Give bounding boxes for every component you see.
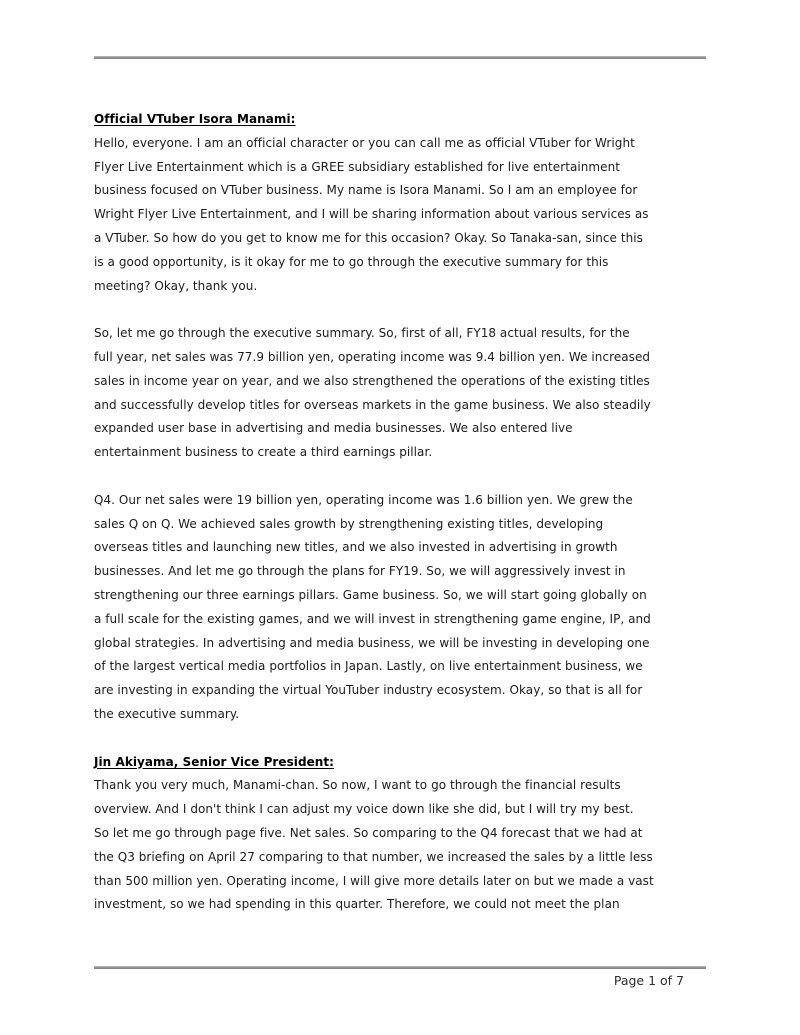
text-line: investment, so we had spending in this quarter. Therefore, we could not meet the plan (94, 897, 620, 912)
bottom-rule (94, 966, 706, 969)
text-line: Thank you very much, Manami-chan. So now, I want to go through the financial results (94, 778, 621, 793)
text-line: businesses. And let me go through the plans for FY19. So, we will aggressively invest in (94, 564, 626, 579)
text-line: a full scale for the existing games, and we will invest in strengthening game engine, IP, and (94, 611, 651, 626)
text-line: Q4. Our net sales were 19 billion yen, operating income was 1.6 billion yen. We grew the (94, 492, 633, 507)
text-line: expanded user base in advertising and media businesses. We also entered live (94, 421, 573, 436)
text-line: than 500 million yen. Operating income, I will give more details later on but we made a vast (94, 873, 654, 888)
paragraph-block (94, 322, 734, 465)
text-line: So let me go through page five. Net sales. So comparing to the Q4 forecast that we had at (94, 825, 643, 840)
text-line: the Q3 briefing on April 27 comparing to that number, we increased the sales by a little less (94, 849, 653, 864)
text-line: So, let me go through the executive summary. So, first of all, FY18 actual results, for the (94, 326, 630, 341)
text-line: Flyer Live Entertainment which is a GREE subsidiary established for live entertainment (94, 159, 620, 174)
text-line: global strategies. In advertising and media business, we will be investing in developing one (94, 635, 650, 650)
text-line: meeting? Okay, thank you. (94, 278, 258, 293)
page-number: Page 1 of 7 (613, 973, 684, 988)
speaker-heading: Jin Akiyama, Senior Vice President: (94, 754, 334, 769)
text-line: the executive summary. (94, 706, 240, 721)
text-line: full year, net sales was 77.9 billion yen, operating income was 9.4 billion yen. We increased (94, 349, 651, 364)
text-line: Wright Flyer Live Entertainment, and I will be sharing information about various services as (94, 207, 649, 222)
text-line: strengthening our three earnings pillars. Game business. So, we will start going globally on (94, 587, 647, 602)
text-line: of the largest vertical media portfolios in Japan. Lastly, on live entertainment business, we (94, 659, 643, 674)
page-footer (94, 970, 706, 990)
paragraph-block (94, 751, 734, 918)
speaker-heading: Official VTuber Isora Manami: (94, 112, 296, 126)
text-line: business focused on VTuber business. My name is Isora Manami. So I am an employee for (94, 183, 638, 198)
paragraph-block (94, 108, 734, 298)
text-line: overseas titles and launching new titles, and we also invested in advertising in growth (94, 540, 618, 555)
text-line: and successfully develop titles for overseas markets in the game business. We also steadily (94, 397, 651, 412)
document-body (94, 108, 734, 917)
text-line: a VTuber. So how do you get to know me for this occasion? Okay. So Tanaka-san, since this (94, 230, 643, 245)
top-rule (94, 56, 706, 59)
text-line: sales in income year on year, and we also strengthened the operations of the existing titles (94, 373, 650, 388)
paragraph-block (94, 489, 734, 727)
text-line: overview. And I don't think I can adjust my voice down like she did, but I will try my best. (94, 802, 634, 817)
text-line: sales Q on Q. We achieved sales growth by strengthening existing titles, developing (94, 516, 604, 531)
text-line: Hello, everyone. I am an official character or you can call me as official VTuber for Wright (94, 135, 635, 150)
text-line: entertainment business to create a third earnings pillar. (94, 445, 433, 460)
text-line: are investing in expanding the virtual YouTuber industry ecosystem. Okay, so that is all for (94, 683, 643, 698)
text-line: is a good opportunity, is it okay for me to go through the executive summary for this (94, 254, 609, 269)
